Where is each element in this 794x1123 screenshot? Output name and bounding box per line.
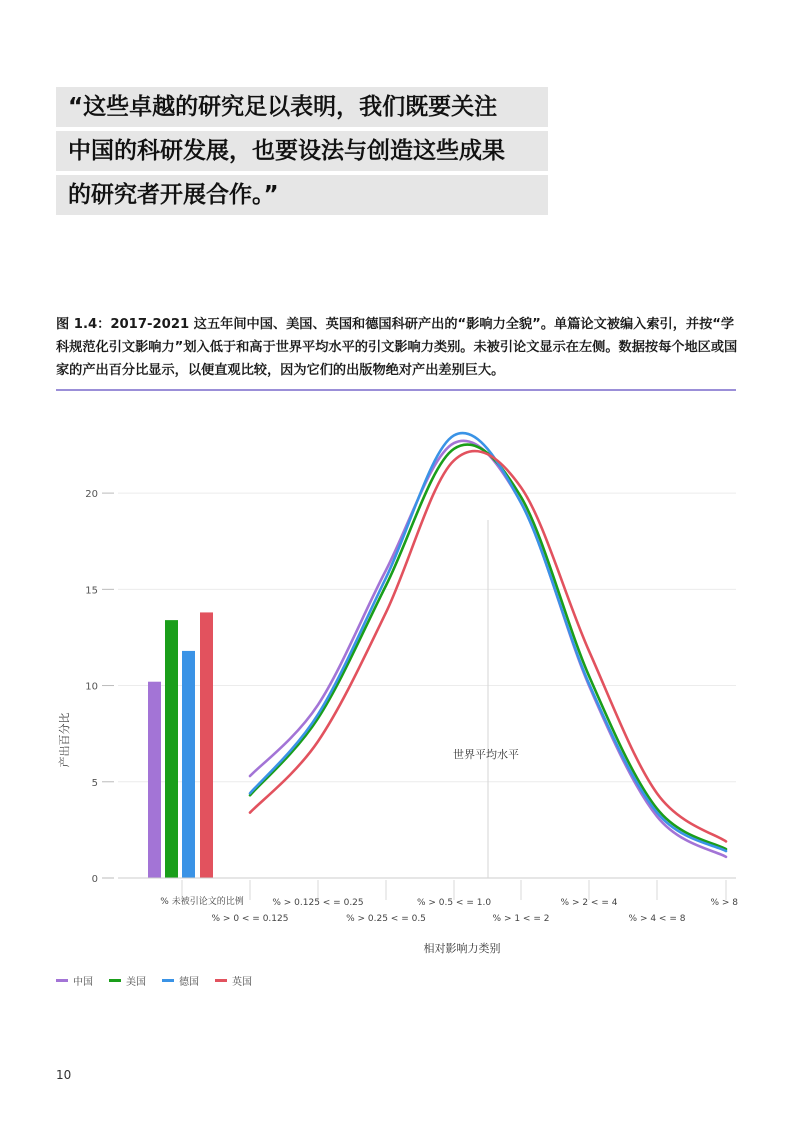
chart-legend (56, 973, 268, 987)
legend-swatch (162, 979, 174, 982)
legend-label: 德国 (179, 976, 199, 988)
legend-item-1 (56, 973, 93, 988)
legend-label: 英国 (232, 976, 252, 988)
legend-label: 中国 (73, 976, 93, 988)
x-axis-label: 相对影响力类别 (423, 942, 501, 955)
y-tick-label-5: 5 (91, 777, 98, 789)
y-tick-label-0: 0 (91, 874, 98, 885)
x-tick-label-6: % > 2 < = 4 (560, 898, 618, 908)
uncited-bar-4 (200, 612, 213, 878)
legend-item-4 (215, 973, 252, 988)
figure-caption: 图 1.4：2017-2021 这五年间中国、美国、英国和德国科研产出的“影响力全貌”。单篇论文被编入索引，并按“学科规范化引文影响力”划入低于和高于世界平均水平的引文影响力类别。未被引论文显示在左侧。数据按每个地区或国家的产出百分比显示，以便直观比较，因为它们的出版物绝对产出差别巨大。 (56, 317, 738, 378)
x-tick-label-uncited: % 未被引论文的比例 (160, 897, 244, 907)
quote-line-1: “这些卓越的研究足以表明，我们既要关注 (56, 87, 548, 127)
legend-item-3 (162, 973, 199, 988)
legend-swatch (56, 979, 68, 982)
legend-item-2 (109, 973, 146, 988)
quote-line-3: 的研究者开展合作。” (56, 175, 548, 215)
x-tick-label-3: % > 0.25 < = 0.5 (346, 914, 426, 924)
y-tick-label-20: 20 (85, 489, 98, 501)
y-tick-label-15: 15 (85, 585, 98, 597)
y-axis-label: 产出百分比 (58, 712, 71, 768)
x-tick-label-4: % > 0.5 < = 1.0 (416, 898, 492, 908)
page-number: 10 (56, 1068, 72, 1082)
uncited-bar-2 (165, 620, 178, 878)
x-tick-label-7: % > 4 < = 8 (628, 914, 686, 924)
uncited-bar-3 (182, 651, 195, 878)
uncited-bar-1 (148, 682, 161, 878)
legend-swatch (215, 979, 227, 982)
legend-label: 美国 (126, 976, 146, 988)
legend-swatch (109, 979, 121, 982)
x-tick-label-2: % > 0.125 < = 0.25 (272, 898, 364, 908)
x-tick-label-1: % > 0 < = 0.125 (211, 914, 289, 924)
x-tick-label-5: % > 1 < = 2 (492, 914, 550, 924)
y-tick-label-10: 10 (85, 681, 98, 693)
world-average-label: 世界平均水平 (453, 748, 519, 761)
quote-line-2: 中国的科研发展，也要设法与创造这些成果 (56, 131, 548, 171)
x-tick-label-8: % > 8 (710, 898, 738, 908)
